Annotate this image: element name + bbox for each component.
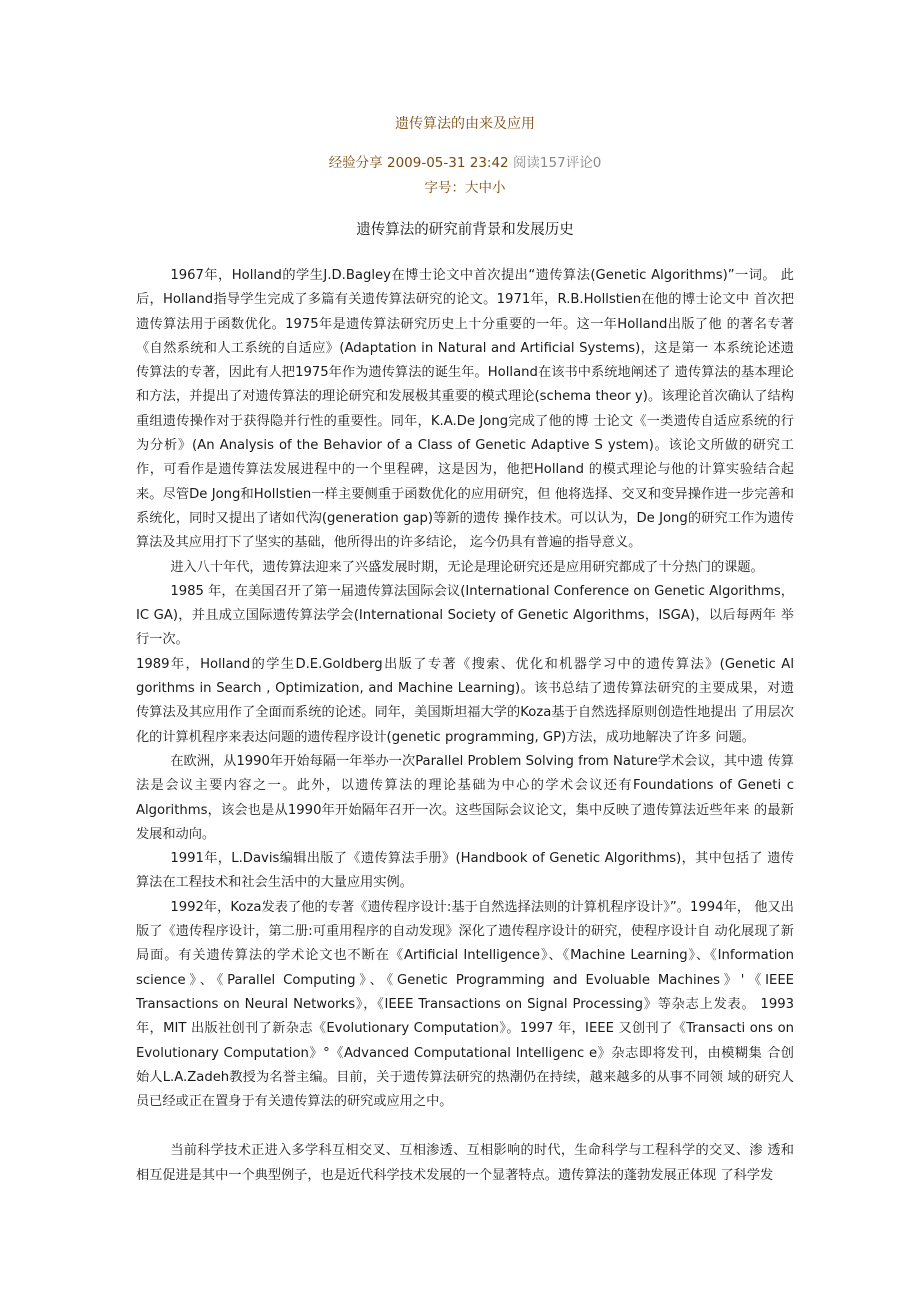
article-stats: 阅读157评论0 bbox=[512, 155, 602, 171]
article-category[interactable]: 经验分享 bbox=[328, 155, 383, 171]
article-body bbox=[136, 264, 794, 1188]
paragraph-1967: 1967年，Holland的学生J.D.Bagley在博士论文中首次提出“遗传算法(Genetic Algorithms)”一词。 此后，Holland指导学生完成了多篇有关遗传算法研究的论文。1971年，R.B.Hollstien在他的博士论文中 首次把遗传算法用于函数优化。1975年是遗传算法研究历史上十分重要的一年。这一年Holland出版了他 的著名专著《自然系统和人工系统的自适应》(Adaptation in Natural and Artificial Systems)，这是第一 本系统论述遗传算法的专著，因此有人把1975年作为遗传算法的诞生年。Holland在该书中系统地阐述了 遗传算法的基本理论和方法，并提出了对遗传算法的理论研究和发展极其重要的模式理论(schema theor y)。该理论首次确认了结构重组遗传操作对于获得隐并行性的重要性。同年，K.A.De Jong完成了他的博 士论文《一类遗传自适应系统的行为分析》(An Analysis of the Behavior of a Class of Genetic Adaptive S ystem)。该论文所做的研究工作，可看作是遗传算法发展进程中的一个里程碑，这是因为，他把Holland 的模式理论与他的计算实验结合起来。尽管De Jong和Hollstien一样主要侧重于函数优化的应用研究，但 他将选择、交叉和变异操作进一步完善和系统化，同时又提出了诸如代沟(generation gap)等新的遗传 操作技术。可以认为，De Jong的研究工作为遗传算法及其应用打下了坚实的基础，他所得出的许多结论， 迄今仍具有普遍的指导意义。 bbox=[136, 268, 794, 551]
paragraph-europe: 在欧洲，从1990年开始每隔一年举办一次Parallel Problem Solving from Nature学术会议，其中遗 传算法是会议主要内容之一。此外，以遗传算法的理论基础为中心的学术会议还有Foundations of Geneti c Algorithms，该会也是从1990年开始隔年召开一次。这些国际会议论文，集中反映了遗传算法近些年来 的最新发展和动向。 bbox=[136, 753, 794, 842]
section-heading: 遗传算法的研究前背景和发展历史 bbox=[356, 222, 574, 238]
paragraph-current: 当前科学技术正进入多学科互相交叉、互相渗透、互相影响的时代，生命科学与工程科学的交叉、渗 透和相互促进是其中一个典型例子，也是近代科学技术发展的一个显著特点。遗传算法的蓬勃发展正体现 了科学发 bbox=[136, 1143, 794, 1183]
article-meta bbox=[136, 151, 794, 171]
font-size-selector[interactable]: 字号：大中小 bbox=[424, 180, 506, 196]
paragraph-1985: 1985 年，在美国召开了第一届遗传算法国际会议(International Conference on Genetic Algorithms，IC GA)，并且成立国际遗传算法学会(International Society of Genetic Algorithms，ISGA)，以后每两年 举行一次。 bbox=[136, 583, 794, 648]
paragraph-1991: 1991年，L.Davis编辑出版了《遗传算法手册》(Handbook of Genetic Algorithms)，其中包括了 遗传算法在工程技术和社会生活中的大量应用实例。 bbox=[136, 851, 794, 891]
article-title: 遗传算法的由来及应用 bbox=[395, 116, 535, 132]
paragraph-eighties: 进入八十年代，遗传算法迎来了兴盛发展时期，无论是理论研究还是应用研究都成了十分热门的课题。 bbox=[170, 559, 764, 575]
article-datetime: 2009-05-31 23:42 bbox=[386, 155, 509, 171]
paragraph-1989: 1989年，Holland的学生D.E.Goldberg出版了专著《搜索、优化和机器学习中的遗传算法》(Genetic Al gorithms in Search , Optimization, and Machine Learning)。该书总结了遗传算法研究的主要成果，对遗 传算法及其应用作了全面而系统的论述。同年，美国斯坦福大学的Koza基于自然选择原则创造性地提出 了用层次化的计算机程序来表达问题的遗传程序设计(genetic programming, GP)方法，成功地解决了许多 问题。 bbox=[136, 656, 794, 745]
paragraph-1992: 1992年，Koza发表了他的专著《遗传程序设计:基于自然选择法则的计算机程序设计》”。1994年， 他又出版了《遗传程序设计，第二册:可重用程序的自动发现》深化了遗传程序设计的研究，使程序设计自 动化展现了新局面。有关遗传算法的学术论文也不断在《Artificial Intelligence》、《Machine Learning》、《Information science》、《Parallel Computing》、《Genetic Programming and Evoluable Machines》'《IEEE Transactions on Neural Networks》，《IEEE Transactions on Signal Processing》等杂志上发表。 1993 年，MIT 出版社创刊了新杂志《Evolutionary Computation》。1997 年，IEEE 又创刊了《Transacti ons on Evolutionary Computation》°《Advanced Computational Intelligenc e》杂志即将发刊，由模糊集 合创始人L.A.Zadeh教授为名誉主编。目前，关于遗传算法研究的热潮仍在持续，越来越多的从事不同领 域的研究人员已经或正在置身于有关遗传算法的研究或应用之中。 bbox=[136, 899, 794, 1110]
